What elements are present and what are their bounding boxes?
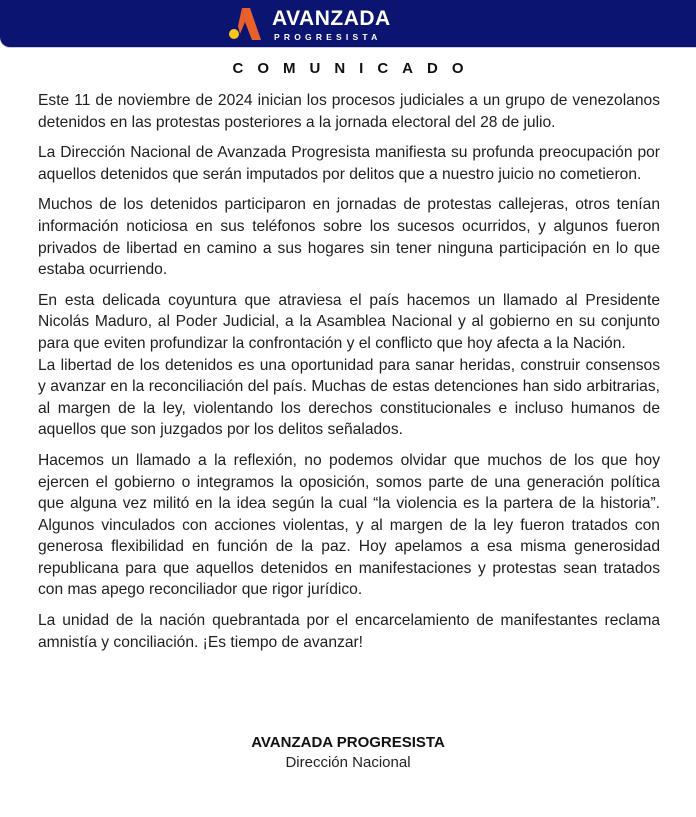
signature-department: Dirección Nacional (285, 754, 411, 771)
logo-wordmark: AVANZADA (272, 7, 391, 30)
avanzada-logo-icon (228, 6, 262, 42)
signature-block (0, 733, 696, 773)
paragraph: La unidad de la nación quebrantada por el encarcelamiento de manifestantes reclama amnistía y conciliación. ¡Es tiempo de avanzar! (38, 612, 660, 651)
document-body (38, 90, 660, 662)
paragraph: La libertad de los detenidos es una oportunidad para sanar heridas, construir consensos y avanzar en la reconciliación del país. Muchas de estas detenciones han sido arbitrarias, al margen de la ley, violentando los derechos constitucionales e incluso humanos de aquellos que son juzgados por los delitos señalados. (38, 356, 660, 439)
document-title: COMUNICADO (232, 60, 478, 77)
signature-organization: AVANZADA PROGRESISTA (251, 734, 445, 751)
header-bar (0, 0, 696, 47)
paragraph: La Dirección Nacional de Avanzada Progresista manifiesta su profunda preocupación por aquellos detenidos que serán imputados por delitos que a nuestro juicio no cometieron. (38, 144, 660, 183)
brand-logo (228, 6, 428, 44)
logo-subtitle: PROGRESISTA (274, 32, 382, 42)
paragraph: Este 11 de noviembre de 2024 inician los procesos judiciales a un grupo de venezolanos detenidos en las protestas posteriores a la jornada electoral del 28 de julio. (38, 92, 660, 131)
paragraph: Muchos de los detenidos participaron en jornadas de protestas callejeras, otros tenían información noticiosa en sus teléfonos sobre los sucesos ocurridos, y algunos fueron privados de libertad en camino a sus hogares sin tener ninguna participación en lo que estaba ocurriendo. (38, 196, 660, 279)
paragraph: En esta delicada coyuntura que atraviesa el país hacemos un llamado al Presidente Nicolás Maduro, al Poder Judicial, a la Asamblea Nacional y al gobierno en su conjunto para que eviten profundizar la confrontación y el conflicto que hoy afecta a la Nación. (38, 291, 660, 352)
paragraph: Hacemos un llamado a la reflexión, no podemos olvidar que muchos de los que hoy ejercen el gobierno o integramos la oposición, somos parte de una generación política que alguna vez militó en la idea según la cual “la violencia es la partera de la historia”. Algunos vinculados con acciones violentas, y al margen de la ley fueron tratados con generosa flexibilidad en función de la paz. Hoy apelamos a esa misma generosidad republicana para que aquellos detenidos en manifestaciones y protestas sean tratados con mas apego reconciliador que rigor jurídico. (38, 451, 660, 599)
